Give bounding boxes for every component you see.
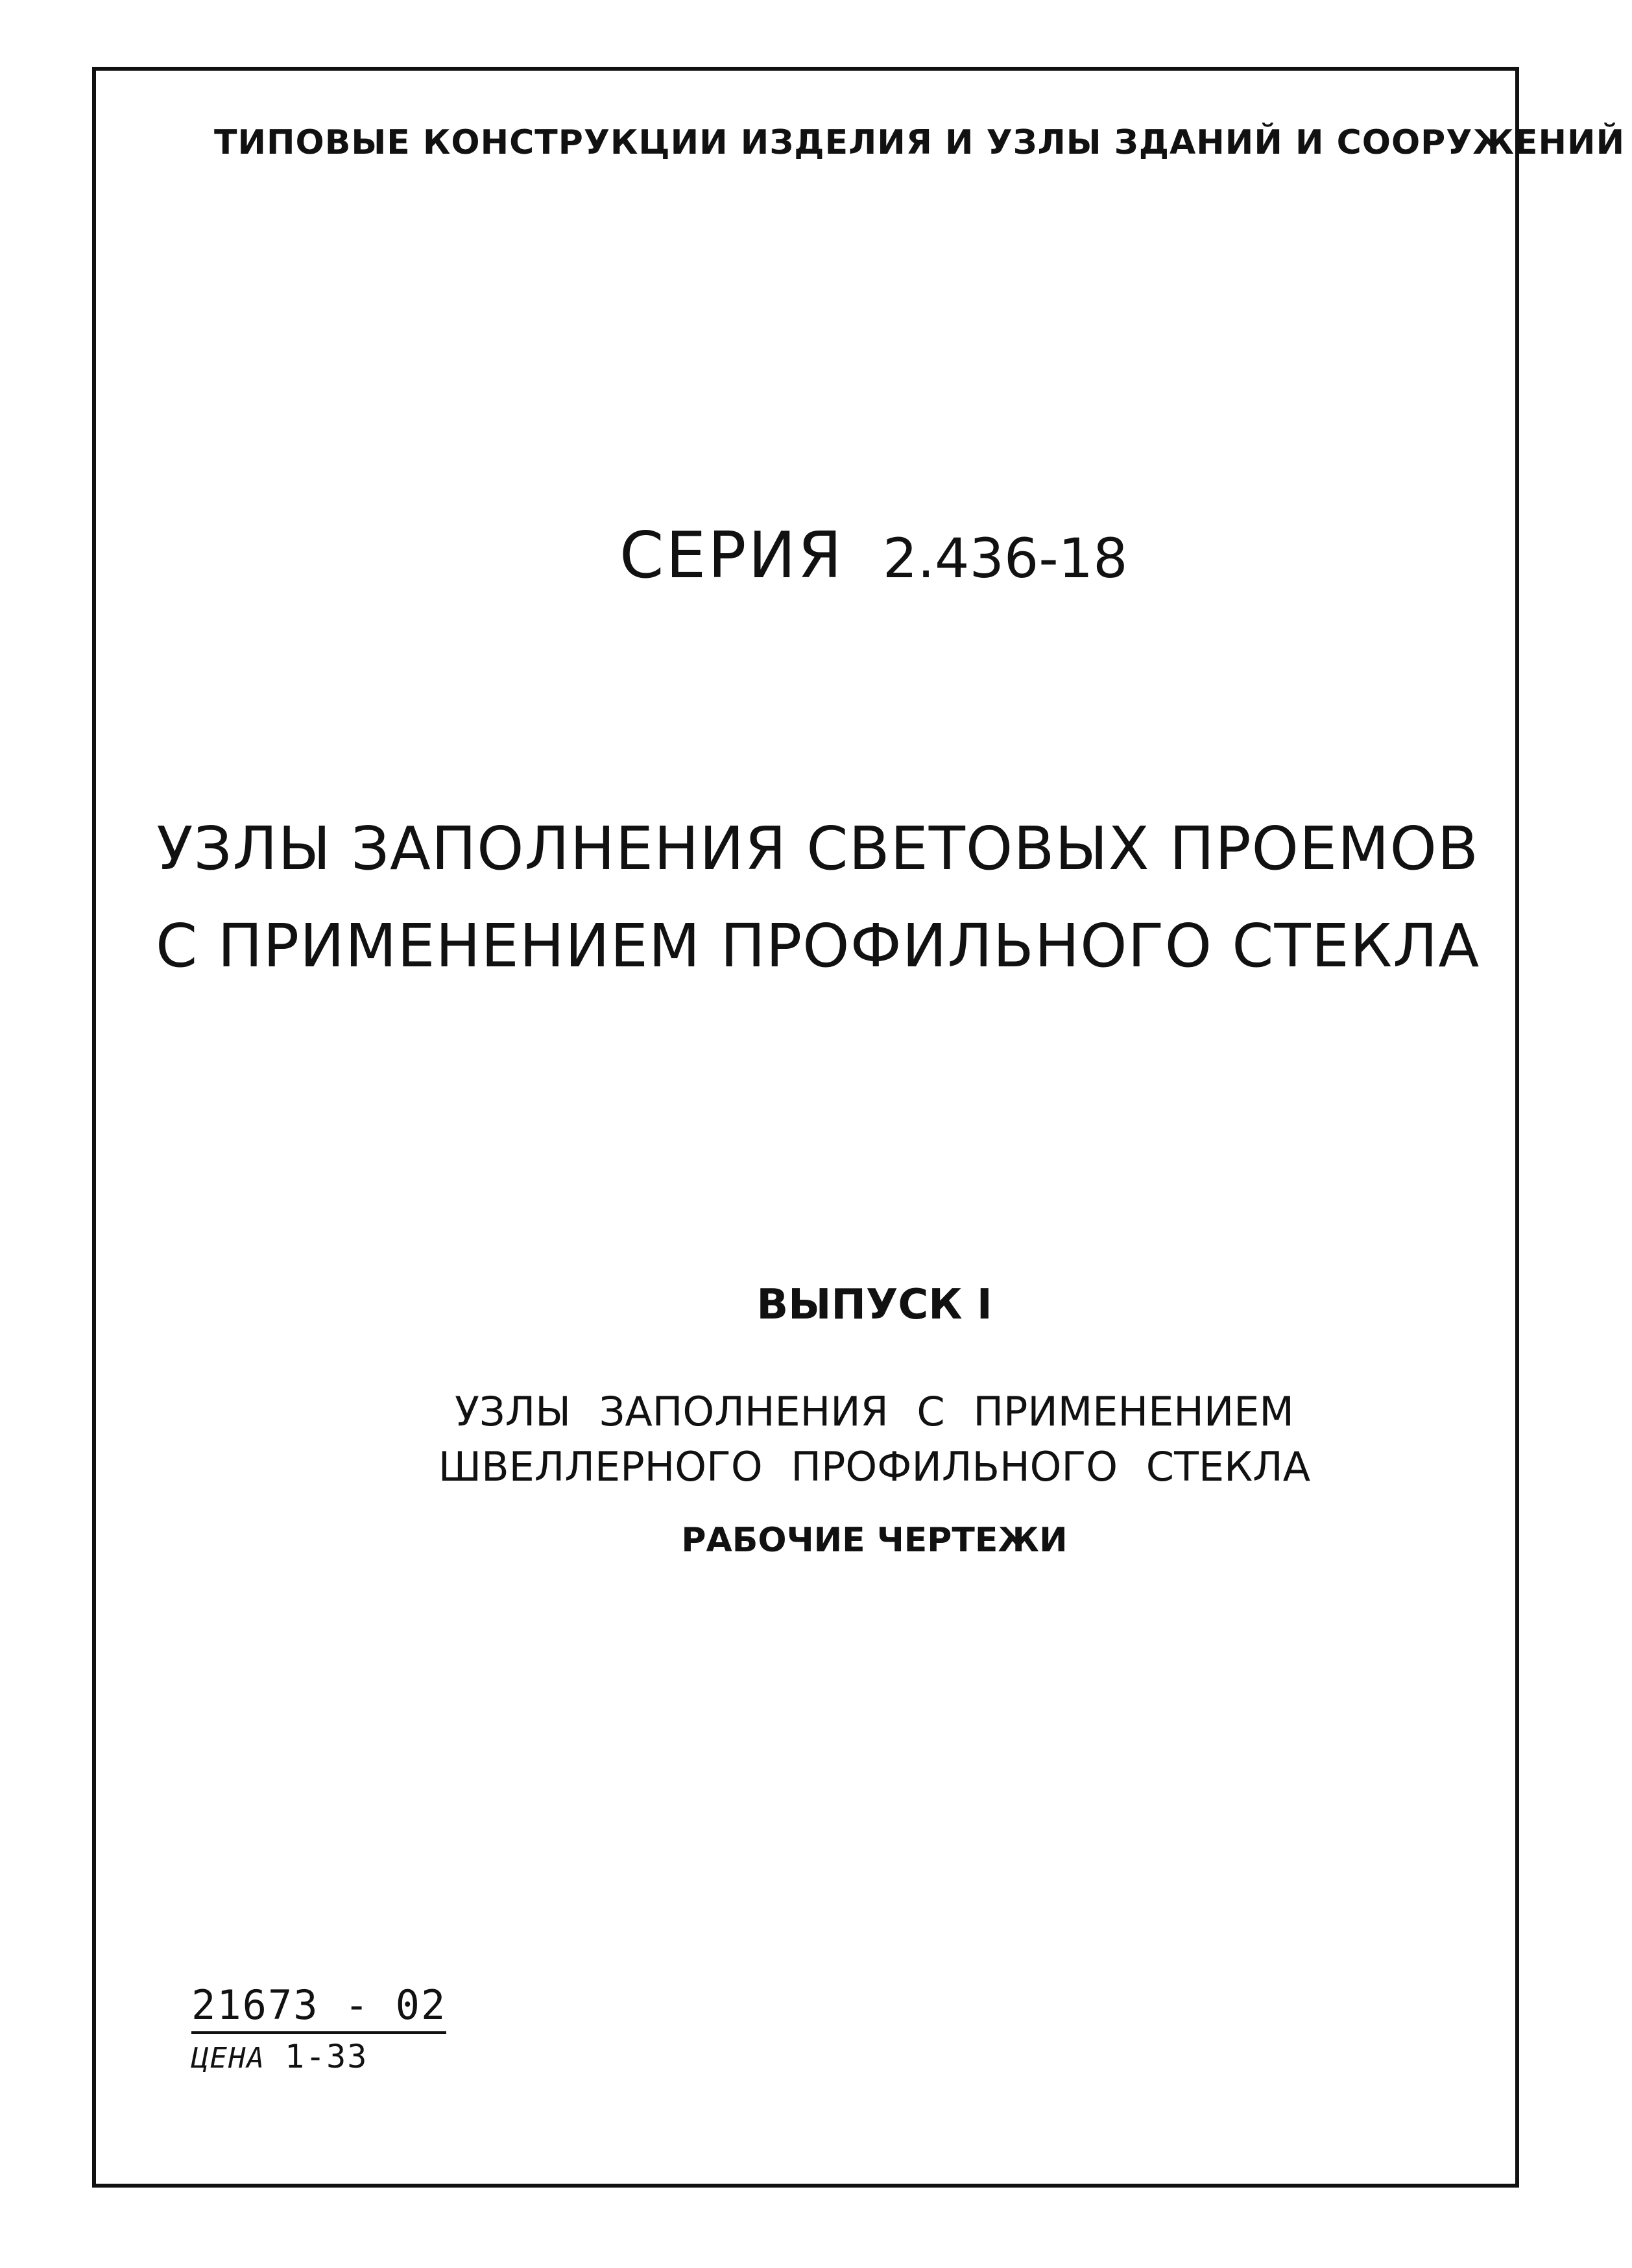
issue-subtitle-line-1: УЗЛЫ ЗАПОЛНЕНИЯ С ПРИМЕНЕНИЕМ — [455, 1388, 1294, 1435]
stamp-code: 21673 - 02 — [191, 1981, 446, 2034]
main-title-line-1: УЗЛЫ ЗАПОЛНЕНИЯ СВЕТОВЫХ ПРОЕМОВ — [156, 814, 1479, 883]
header-line: ТИПОВЫЕ КОНСТРУКЦИИ ИЗДЕЛИЯ И УЗЛЫ ЗДАНИЙ И СООРУЖЕНИЙ — [214, 123, 1626, 162]
price-stamp — [191, 1981, 446, 2075]
price-label: ЦЕНА — [191, 2042, 265, 2075]
working-drawings-label: РАБОЧИЕ ЧЕРТЕЖИ — [681, 1521, 1068, 1560]
issue-subtitle-line-2: ШВЕЛЛЕРНОГО ПРОФИЛЬНОГО СТЕКЛА — [438, 1443, 1311, 1490]
series-word: СЕРИЯ — [619, 519, 844, 593]
issue-label: ВЫПУСК I — [756, 1281, 992, 1329]
main-title-line-2: С ПРИМЕНЕНИЕМ ПРОФИЛЬНОГО СТЕКЛА — [156, 911, 1480, 981]
price-value: 1-33 — [284, 2038, 368, 2075]
series-block — [619, 519, 1128, 593]
series-number: 2.436-18 — [882, 527, 1128, 590]
page-frame — [92, 67, 1626, 2188]
stamp-price-row — [191, 2038, 446, 2075]
